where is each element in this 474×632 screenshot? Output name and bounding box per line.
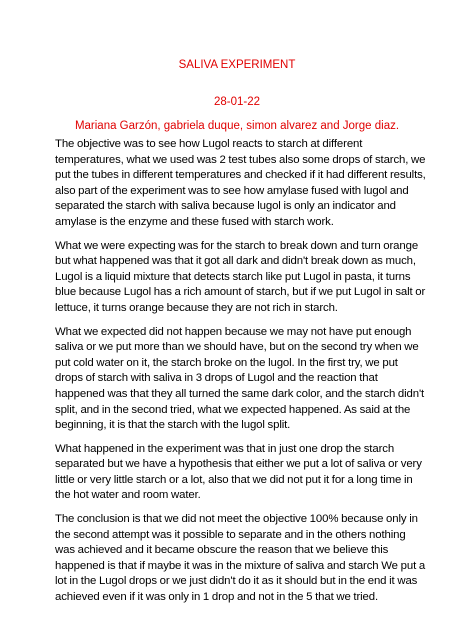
paragraph-objective: The objective was to see how Lugol reacts to starch at different temperatures, what we used was 2 test tubes also some drops of starch, we put the tubes in different temperatures and checked if it had different results, also part of the experiment was to see how amylase fused with lugol and separated the starch with saliva because lugol is only an indicator and amylase is the enzyme and these fused with starch work. xyxy=(55,138,426,228)
document-title: SALIVA EXPERIMENT xyxy=(178,59,296,71)
document-authors: Mariana Garzón, gabriela duque, simon alvarez and Jorge diaz. xyxy=(74,120,400,132)
paragraph-expectation: What we were expecting was for the starch to break down and turn orange but what happened was that it got all dark and didn't break down as much, Lugol is a liquid mixture that detects starch like put Lugol in pasta, it turns blue because Lugol has a rich amount of starch, but if we put Lugol in salt or lettuce, it turns orange because they are not rich in starch. xyxy=(55,239,426,314)
paragraph-conclusion: The conclusion is that we did not meet the objective 100% because only in the second attempt was it possible to separate and in the others nothing was achieved and it became obscure the reason that we believe this happened is that if maybe it was in the mixture of saliva and starch We put a lot in the Lugol drops or we just didn't do it as it should but in the end it was achieved even if it was only in 1 drop and not in the 5 that we tried. xyxy=(55,513,426,604)
paragraph-hypothesis: What happened in the experiment was that in just one drop the starch separated but we have a hypothesis that either we put a lot of saliva or very little or very little starch or a lot, also that we did not put it for a long time in the hot water and room water. xyxy=(55,442,422,502)
paragraph-results: What we expected did not happen because we may not have put enough saliva or we put more than we should have, but on the second try when we put cold water on it, the starch broke on the lugol. In the first try, we put drops of starch with saliva in 3 drops of Lugol and the reaction that happened was that they all turned the same dark color, and the starch didn't split, and in the second tried, what we expected happened. As said at the beginning, it is that the starch with the lugol split. xyxy=(55,325,425,432)
document-date: 28-01-22 xyxy=(213,96,261,108)
document-body xyxy=(55,137,427,614)
